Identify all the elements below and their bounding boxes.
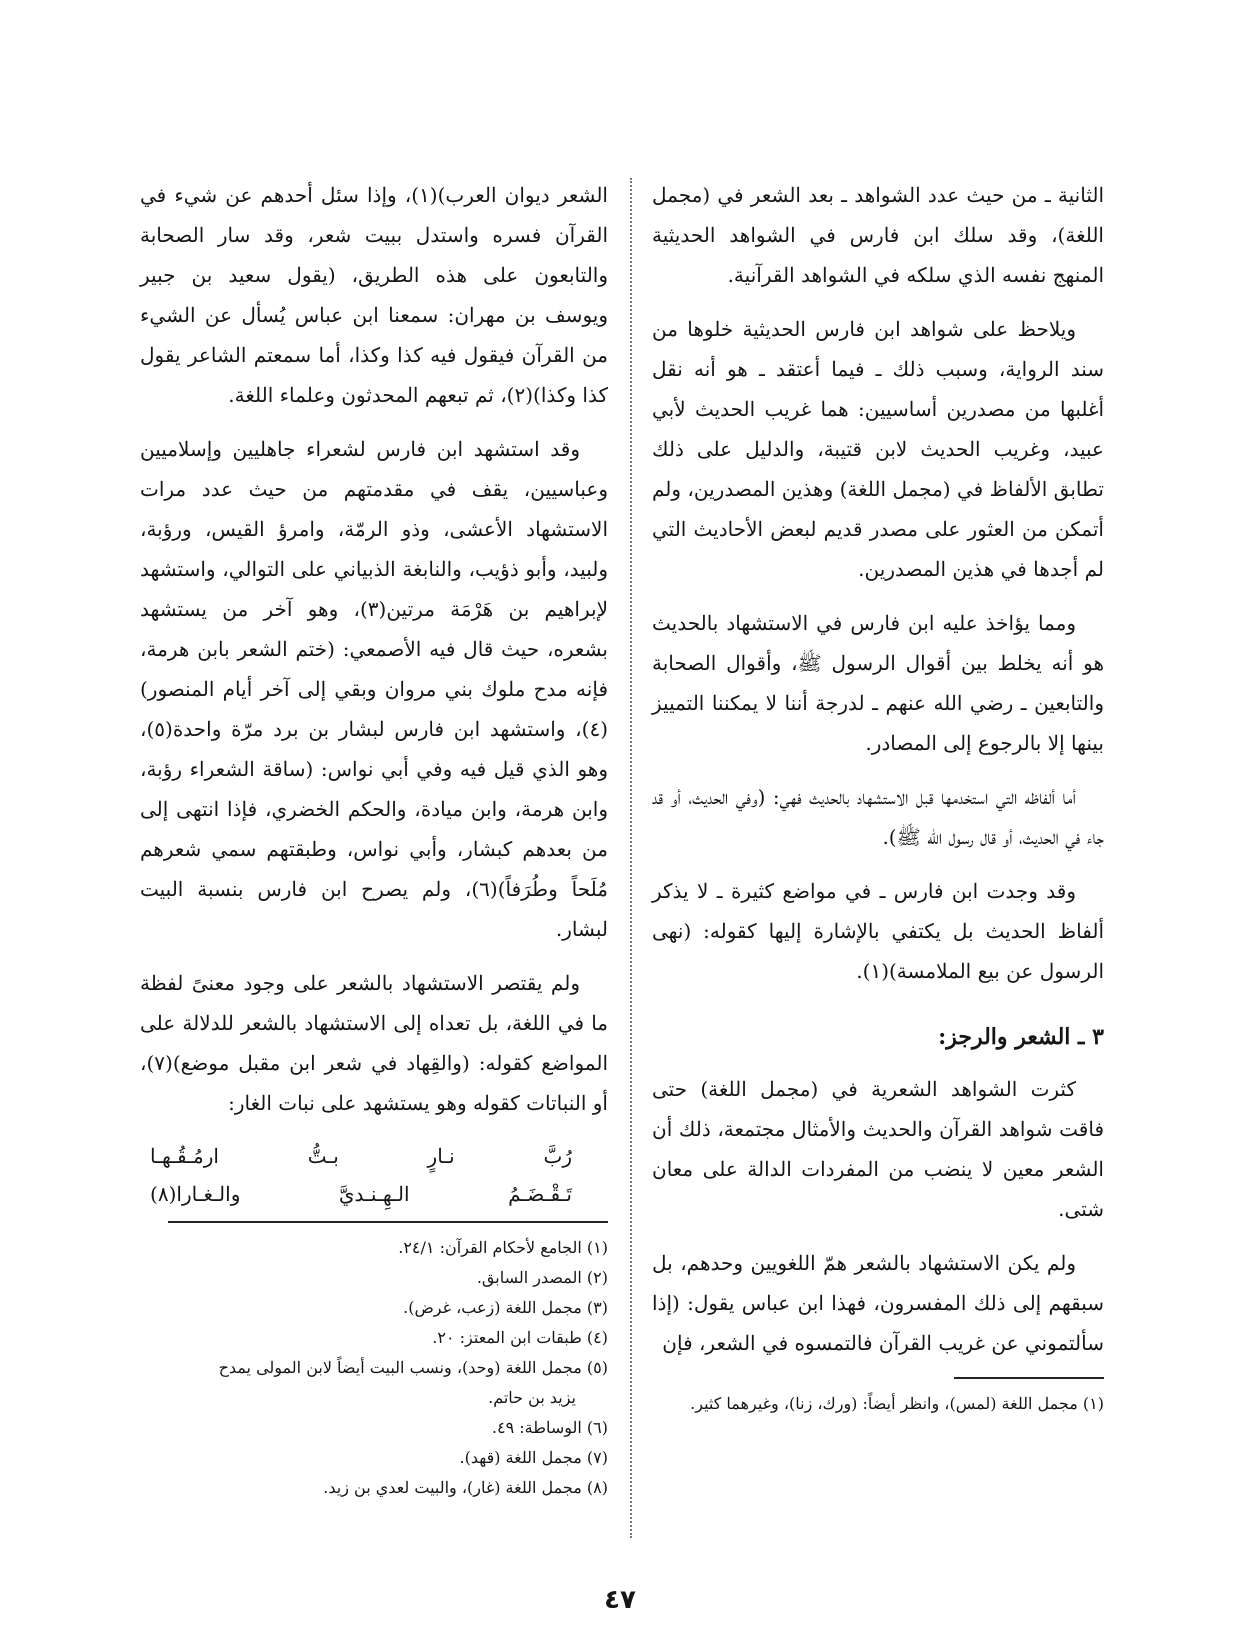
- paragraph: الثانية ـ من حيث عدد الشواهد ـ بعد الشعر في (مجمل اللغة)، وقد سلك ابن فارس في الشواهد الحديثية المنهج نفسه الذي سلكه في الشواهد القرآنية.: [652, 183, 1104, 287]
- paragraph: ومما يؤاخذ عليه ابن فارس في الاستشهاد بالحديث هو أنه يخلط بين أقوال الرسول ﷺ، وأقوال الصحابة والتابعين ـ رضي الله عنهم ـ لدرجة أننا لا يمكننا التمييز بينها إلا بالرجوع إلى المصادر.: [652, 611, 1104, 755]
- paragraph: ويلاحظ على شواهد ابن فارس الحديثية خلوها من سند الرواية، وسبب ذلك ـ فيما أعتقد ـ هو أنه نقل أغلبها من مصدرين أساسيين: هما غريب الحديث لأبي عبيد، وغريب الحديث لابن قتيبة، والدليل على ذلك تطابق الألفاظ في (مجمل اللغة) وهذين المصدرين، ولم أتمكن من العثور على مصدر قديم لبعض الأحاديث التي لم أجدها في هذين المصدرين.: [652, 317, 1104, 581]
- paragraph: ولم يقتصر الاستشهاد بالشعر على وجود معنىً لفظة ما في اللغة، بل تعداه إلى الاستشهاد بالشعر للدلالة على المواضع كقوله: (والقِهاد في شعر ابن مقبل موضع)(٧)، أو النباتات كقوله وهو يستشهد على نبات الغار:: [140, 971, 608, 1115]
- footnote: (٧) مجمل اللغة (قهد).: [459, 1448, 608, 1467]
- footnote: (٨) مجمل اللغة (غار)، والبيت لعدي بن زيد.: [323, 1478, 608, 1497]
- verse-word: الـهِـنـديَّ: [338, 1182, 410, 1206]
- verse-word: رُبَّ: [543, 1144, 572, 1168]
- left-column: [140, 175, 608, 1503]
- paragraph: أما ألفاظه التي استخدمها قبل الاستشهاد بالحديث فهي: (وفي الحديث، أو قد جاء في الحديث، أو قال رسول الله ﷺ).: [652, 785, 1104, 849]
- footnote-separator: [168, 1221, 608, 1223]
- right-column: [652, 175, 1104, 1419]
- paragraph: الشعر ديوان العرب)(١)، وإذا سئل أحدهم عن شيء في القرآن فسره واستدل ببيت شعر، وقد سار الصحابة والتابعون على هذه الطريق، (يقول سعيد بن جبير ويوسف بن مهران: سمعنا ابن عباس يُسأل عن الشيء من القرآن فيقول فيه كذا وكذا، أما سمعتم الشاعر يقول كذا وكذا)(٢)، ثم تبعهم المحدثون وعلماء اللغة.: [140, 183, 608, 407]
- footnote: (٤) طبقات ابن المعتز: ٢٠.: [432, 1328, 608, 1347]
- verse-word: نـارٍ: [427, 1144, 455, 1168]
- verse-line-2: [140, 1175, 608, 1213]
- poetry-verse: [140, 1137, 608, 1213]
- paragraph: وقد استشهد ابن فارس لشعراء جاهليين وإسلاميين وعباسيين، يقف في مقدمتهم من حيث عدد مرات الاستشهاد الأعشى، وذو الرمّة، وامرؤ القيس، ورؤبة، ولبيد، وأبو ذؤيب، والنابغة الذبياني على التوالي، واستشهد لإبراهيم بن هَرْمَة مرتين(٣)، وهو آخر من يستشهد بشعره، حيث قال فيه الأصمعي: (ختم الشعر بابن هرمة، فإنه مدح ملوك بني مروان وبقي إلى آخر أيام المنصور)(٤)، واستشهد ابن فارس لبشار بن برد مرّة واحدة(٥)، وهو الذي قيل فيه وفي أبي نواس: (ساقة الشعراء رؤبة، وابن هرمة، وابن ميادة، والحكم الخضري، فإذا انتهى إلى من بعدهم كبشار، وأبي نواس، وطبقتهم سمي شعرهم مُلَحاً وطُرَفاً)(٦)، ولم يصرح ابن فارس بنسبة البيت لبشار.: [140, 437, 608, 941]
- page-number: ٤٧: [604, 1585, 636, 1615]
- paragraph: وقد وجدت ابن فارس ـ في مواضع كثيرة ـ لا يذكر ألفاظ الحديث بل يكتفي بالإشارة إليها كقوله: (نهى الرسول عن بيع الملامسة)(١).: [652, 879, 1104, 983]
- footnote-continuation: يزيد بن حاتم.: [488, 1388, 576, 1407]
- footnote: (٢) المصدر السابق.: [476, 1268, 608, 1287]
- footnote: (٦) الوساطة: ٤٩.: [491, 1418, 608, 1437]
- paragraph: ولم يكن الاستشهاد بالشعر همّ اللغويين وحدهم، بل سبقهم إلى ذلك المفسرون، فهذا ابن عباس يقول: (إذا سألتموني عن غريب القرآن فالتمسوه في الشعر، فإن: [652, 1251, 1104, 1355]
- verse-word: تَـقْـضَـمُ: [508, 1182, 572, 1206]
- verse-word: والـغـارا(٨): [150, 1182, 241, 1206]
- footnote-separator: [954, 1377, 1104, 1379]
- footnote: (١) مجمل اللغة (لمس)، وانظر أيضاً: (ورك، زنا)، وغيرهما كثير.: [690, 1394, 1104, 1413]
- footnote: (٥) مجمل اللغة (وحد)، ونسب البيت أيضاً لابن المولى يمدح: [218, 1358, 608, 1377]
- verse-word: ارمُـقُـهـا: [150, 1144, 219, 1168]
- verse-line-1: [140, 1137, 608, 1175]
- column-divider: [630, 178, 632, 1538]
- footnote: (٣) مجمل اللغة (زعب، غرض).: [403, 1298, 608, 1317]
- verse-word: بـتُّ: [307, 1144, 339, 1168]
- section-heading: ٣ ـ الشعر والرجز:: [938, 1024, 1104, 1050]
- footnote: (١) الجامع لأحكام القرآن: ٢٤/١.: [398, 1238, 608, 1257]
- paragraph: كثرت الشواهد الشعرية في (مجمل اللغة) حتى فاقت شواهد القرآن والحديث والأمثال مجتمعة، ذلك أن الشعر معين لا ينضب من المفردات الدالة على معان شتى.: [652, 1077, 1104, 1221]
